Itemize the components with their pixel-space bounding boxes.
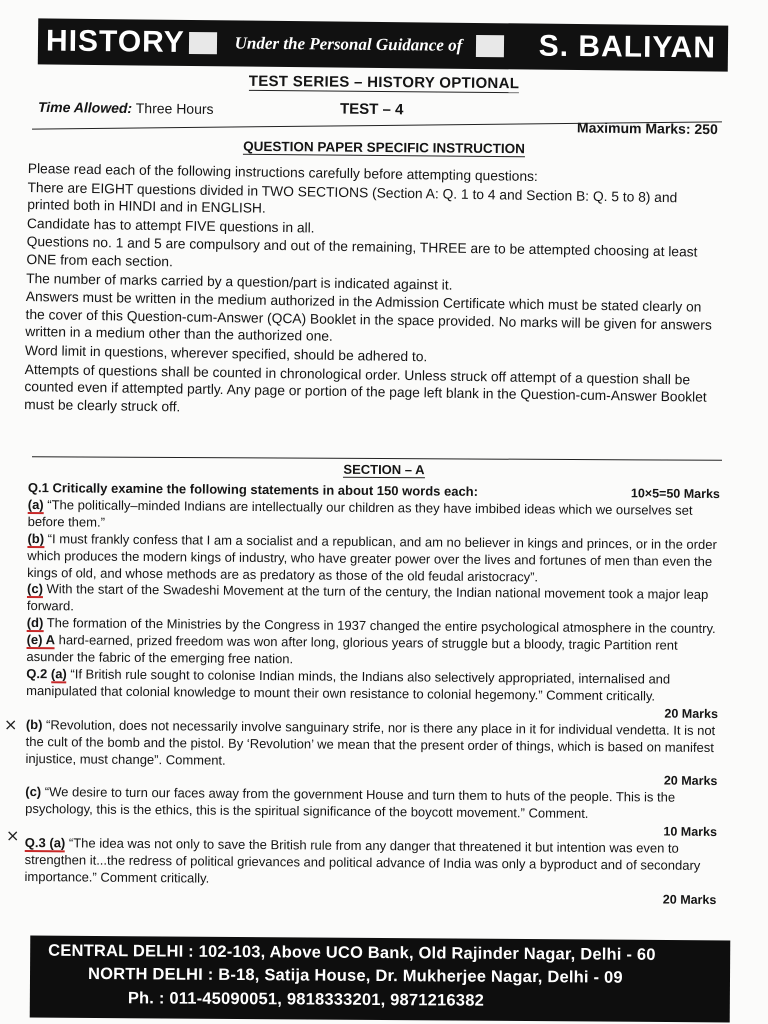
questions-block — [24, 480, 720, 909]
footer-address-block — [30, 936, 731, 1023]
brand-title: HISTORY — [45, 24, 185, 59]
q1-part-b: (b) “I must frankly confess that I am a socialist and a republican, and am no believer in kings and princes, or in the order which produces the modern kings of industry, who have greater power over the lives and fortunes of men than even the kings of old, and whose methods are as predatory as those of the old feudal aristocracy”. — [27, 530, 717, 584]
q1-part-c: (c) With the start of the Swadeshi Movement at the turn of the century, the Indian national movement took a major leap forward. — [26, 581, 709, 614]
q2-b-marks: 20 Marks — [663, 773, 718, 789]
teacher-name: S. BALIYAN — [538, 29, 717, 65]
q3-a-marks: 20 Marks — [662, 892, 717, 907]
instruction-item: Questions no. 1 and 5 are compulsory and out of the remaining, THREE are to be attempted choosing at least ONE from each section. — [26, 234, 698, 270]
section-title: SECTION – A — [343, 461, 425, 478]
instruction-item: Word limit in questions, wherever specified, should be adhered to. — [24, 342, 428, 365]
redaction-blot — [476, 35, 504, 57]
cross-mark: × — [4, 715, 18, 734]
q2-part-b: (b) “Revolution, does not necessarily involve sanguinary strife, nor is there any place in it for individual vendetta. It is not the cult of the bomb and the pistol. By ‘Revolution’ we mean that the present order of things, which is based on manifest injustice, must change”. Comment. — [25, 716, 716, 768]
q2-part-c: (c) “We desire to turn our faces away from the government House and turn them to huts of the people. This is the psychology, this is the ethics, this is the spiritual significance of the boycott movement.” Comment. — [25, 784, 676, 822]
q1-part-a: (a) “The politically–minded Indians are intellectually our children as they have imbibed ideas which we ourselves set before them.” — [27, 496, 693, 530]
q1-marks: 10×5=50 Marks — [630, 486, 720, 502]
footer-phone: Ph. : 011-45090051, 9818333201, 9871216382 — [127, 989, 485, 1010]
test-series-title: TEST SERIES – HISTORY OPTIONAL — [248, 72, 520, 93]
instruction-item: The number of marks carried by a question/part is indicated against it. — [26, 270, 453, 293]
instructions-list — [24, 160, 718, 425]
footer-north-delhi: NORTH DELHI : B-18, Satija House, Dr. Mukherjee Nagar, Delhi - 09 — [87, 964, 623, 987]
header-banner — [38, 18, 728, 71]
q2-part-a: Q.2 (a) “If British rule sought to colonise Indian minds, the Indians also selectively appropriated, internalised and manipulated that colonial knowledge to mount their own resistance to colonial hegemony.” Comment critically. — [26, 665, 671, 704]
test-number: TEST – 4 — [339, 100, 404, 119]
guidance-text: Under the Personal Guidance of — [234, 33, 463, 55]
q2-a-marks: 20 Marks — [664, 706, 719, 721]
maximum-marks: Maximum Marks: 250 — [576, 119, 718, 138]
instruction-item: Answers must be written in the medium authorized in the Admission Certificate which must be stated clearly on the cover of this Question-cum-Answer (QCA) Booklet in the space provided. No marks will be given for answers written in a medium other than the authorized one. — [25, 289, 712, 345]
instructions-title: QUESTION PAPER SPECIFIC INSTRUCTION — [243, 138, 525, 157]
q1-part-e: (e) A hard-earned, prized freedom was won after long, glorious years of struggle but a bloody, tragic Partition rent asunder the fabric of the emerging free nation. — [26, 632, 678, 667]
q2-c-marks: 10 Marks — [663, 824, 718, 840]
footer-central-delhi: CENTRAL DELHI : 102-103, Above UCO Bank, Old Rajinder Nagar, Delhi - 60 — [48, 941, 656, 964]
time-allowed: Time Allowed: Three Hours — [37, 98, 214, 117]
q3-part-a: Q.3 (a) “The idea was not only to save the British rule from any danger that threatened it but intention was even to strengthen it...the redress of political grievances and political advance of India was only a byproduct and of secondary importance.” Comment critically. — [24, 835, 701, 886]
q1-part-d: (d) The formation of the Ministries by the Congress in 1937 changed the entire psychological atmosphere in the country. — [26, 615, 716, 637]
instruction-item: There are EIGHT questions divided in TWO SECTIONS (Section A: Q. 1 to 4 and Section B: Q. 5 to 8) and printed both in HINDI and in ENGLISH. — [27, 179, 678, 216]
instruction-item: Candidate has to attempt FIVE questions in all. — [26, 215, 315, 236]
instruction-item: Attempts of questions shall be counted in chronological order. Unless struck off attempt of a question shall be counted even if attempted partly. Any page or portion of the page left blank in the Question-cum-Answer Booklet must be clearly struck off. — [24, 361, 707, 415]
cross-mark: × — [6, 826, 20, 845]
instruction-item: Please read each of the following instructions carefully before attempting questions: — [27, 160, 538, 185]
q1-heading: Q.1 Critically examine the following statements in about 150 words each: 10×5=50 Marks — [27, 480, 720, 502]
redaction-blot — [189, 32, 217, 54]
